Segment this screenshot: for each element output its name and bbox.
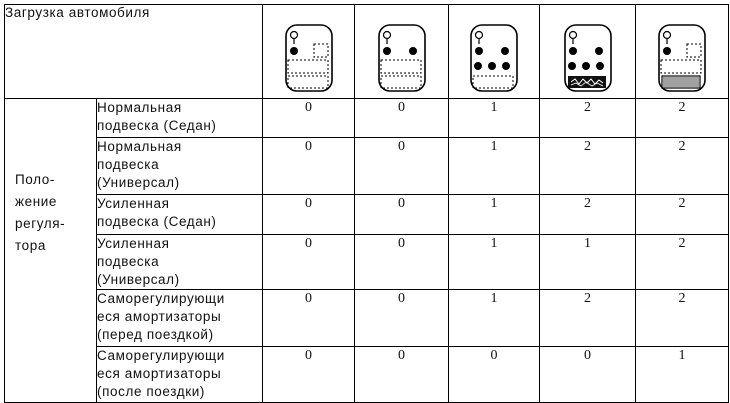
row-label (97, 347, 263, 403)
load-col-1 (263, 5, 355, 99)
row-label (97, 235, 263, 290)
row-cell: 0 (540, 347, 636, 403)
load-header-label: Загрузка автомобиля (5, 5, 263, 99)
row-label-line: Саморегулирующи (97, 348, 225, 363)
row-label-line: (Универсал) (97, 175, 180, 190)
car-load-driver-and-passenger-icon (373, 22, 431, 94)
row-cell: 0 (263, 138, 355, 195)
load-col-5 (636, 5, 729, 99)
row-cell: 0 (263, 235, 355, 290)
row-cell: 0 (355, 138, 449, 195)
row-label-line: еся амортизаторы (97, 309, 222, 324)
row-cell: 0 (263, 290, 355, 347)
table-row (5, 235, 729, 290)
row-cell: 2 (636, 138, 729, 195)
row-label-line: Усиленная (97, 236, 170, 251)
car-load-five-persons-luggage-icon (559, 22, 617, 94)
row-label-line: подвеска (Седан) (97, 118, 217, 133)
table-row (5, 195, 729, 235)
row-cell: 2 (636, 99, 729, 138)
row-cell: 0 (263, 99, 355, 138)
row-label-line: подвеска (Седан) (97, 214, 217, 229)
car-load-five-persons-icon (465, 22, 523, 94)
row-cell: 0 (263, 347, 355, 403)
car-load-driver-only-icon (280, 22, 338, 94)
row-cell: 0 (355, 290, 449, 347)
row-cell: 2 (636, 290, 729, 347)
regulator-label-line-1: Поло- (15, 172, 55, 187)
row-cell: 0 (355, 195, 449, 235)
table-row (5, 347, 729, 403)
row-cell: 1 (449, 235, 540, 290)
row-cell: 2 (540, 195, 636, 235)
row-cell: 0 (355, 347, 449, 403)
row-cell: 0 (355, 235, 449, 290)
load-col-4 (540, 5, 636, 99)
row-cell: 1 (636, 347, 729, 403)
row-label (97, 290, 263, 347)
table-row (5, 138, 729, 195)
row-label-line: (Универсал) (97, 272, 180, 287)
row-cell: 0 (263, 195, 355, 235)
row-label-line: Нормальная (97, 100, 182, 115)
row-cell: 2 (636, 235, 729, 290)
regulator-position-cell (5, 99, 97, 403)
row-cell: 0 (355, 99, 449, 138)
row-cell: 2 (636, 195, 729, 235)
row-cell: 1 (540, 235, 636, 290)
row-label (97, 138, 263, 195)
regulator-label-line-4: тора (15, 238, 46, 253)
row-cell: 1 (449, 290, 540, 347)
row-cell: 1 (449, 138, 540, 195)
regulator-position-label (5, 99, 96, 257)
regulator-label-line-3: регуля- (15, 216, 66, 231)
row-label-line: Саморегулирующи (97, 291, 225, 306)
row-label-line: (перед поездкой) (97, 327, 214, 342)
row-cell: 1 (449, 99, 540, 138)
row-label-line: подвеска (97, 157, 160, 172)
vehicle-load-table (4, 4, 729, 403)
car-load-driver-full-trunk-icon (653, 22, 711, 94)
row-cell: 1 (449, 195, 540, 235)
table-row (5, 99, 729, 138)
row-label (97, 195, 263, 235)
row-label-line: подвеска (97, 254, 160, 269)
row-label-line: Усиленная (97, 196, 170, 211)
load-col-3 (449, 5, 540, 99)
row-label-line: Нормальная (97, 139, 182, 154)
header-row (5, 5, 729, 99)
row-label-line: (после поездки) (97, 384, 205, 399)
row-cell: 2 (540, 290, 636, 347)
row-cell: 2 (540, 99, 636, 138)
row-label-line: еся амортизаторы (97, 366, 222, 381)
row-label (97, 99, 263, 138)
table-row (5, 290, 729, 347)
regulator-label-line-2: жение (15, 194, 58, 209)
load-col-2 (355, 5, 449, 99)
row-cell: 0 (449, 347, 540, 403)
row-cell: 2 (540, 138, 636, 195)
